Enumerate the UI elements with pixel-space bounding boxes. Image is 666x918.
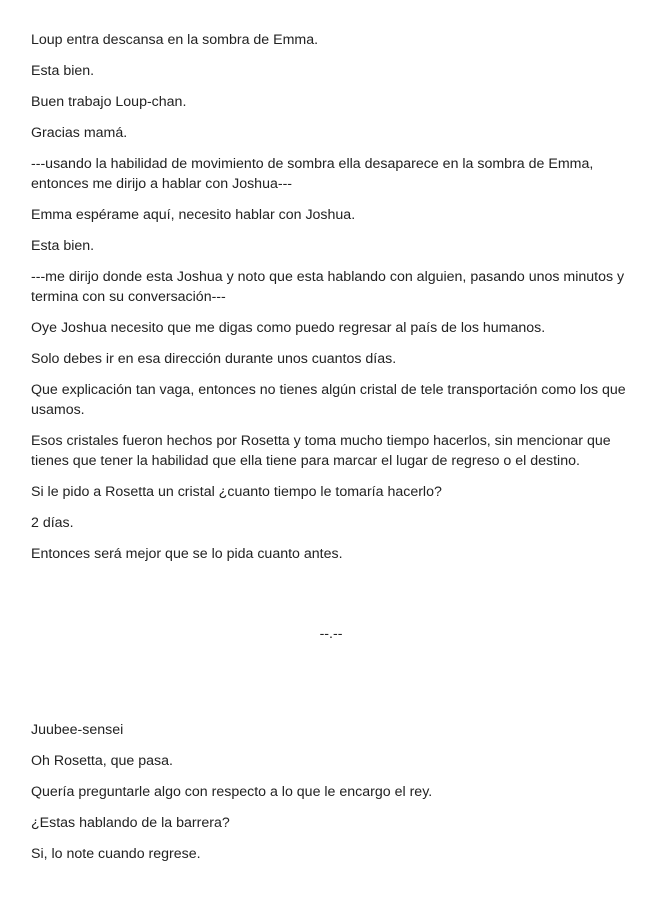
paragraph: Oh Rosetta, que pasa.: [31, 753, 173, 769]
paragraph: ---me dirijo donde esta Joshua y noto que esta hablando con alguien, pasando unos minutos y termina con su conversación---: [31, 269, 625, 305]
paragraph: Esta bien.: [31, 63, 95, 79]
paragraph: Que explicación tan vaga, entonces no tienes algún cristal de tele transportación como los que usamos.: [31, 382, 626, 418]
text-section-1: [31, 30, 631, 564]
paragraph: Oye Joshua necesito que me digas como puedo regresar al país de los humanos.: [31, 320, 546, 336]
paragraph: Juubee-sensei: [31, 722, 124, 738]
paragraph: Esos cristales fueron hechos por Rosetta y toma mucho tiempo hacerlos, sin mencionar que tienes que tener la habilidad que ella tiene para marcar el lugar de regreso o el destino.: [31, 433, 611, 469]
section-separator: --.--: [319, 626, 343, 642]
paragraph: Solo debes ir en esa dirección durante unos cuantos días.: [31, 351, 397, 367]
paragraph: Emma espérame aquí, necesito hablar con Joshua.: [31, 207, 356, 223]
document-page: [31, 30, 631, 875]
text-section-2: [31, 720, 631, 864]
paragraph: Si le pido a Rosetta un cristal ¿cuanto tiempo le tomaría hacerlo?: [31, 484, 442, 500]
paragraph: ¿Estas hablando de la barrera?: [31, 815, 230, 831]
paragraph: Si, lo note cuando regrese.: [31, 846, 201, 862]
paragraph: Esta bien.: [31, 238, 95, 254]
paragraph: Buen trabajo Loup-chan.: [31, 94, 187, 110]
paragraph: ---usando la habilidad de movimiento de sombra ella desaparece en la sombra de Emma, entonces me dirijo a hablar con Joshua---: [31, 156, 594, 192]
paragraph: Quería preguntarle algo con respecto a lo que le encargo el rey.: [31, 784, 433, 800]
paragraph: Loup entra descansa en la sombra de Emma.: [31, 32, 319, 48]
paragraph: Gracias mamá.: [31, 125, 128, 141]
paragraph: 2 días.: [31, 515, 74, 531]
paragraph: Entonces será mejor que se lo pida cuanto antes.: [31, 546, 343, 562]
